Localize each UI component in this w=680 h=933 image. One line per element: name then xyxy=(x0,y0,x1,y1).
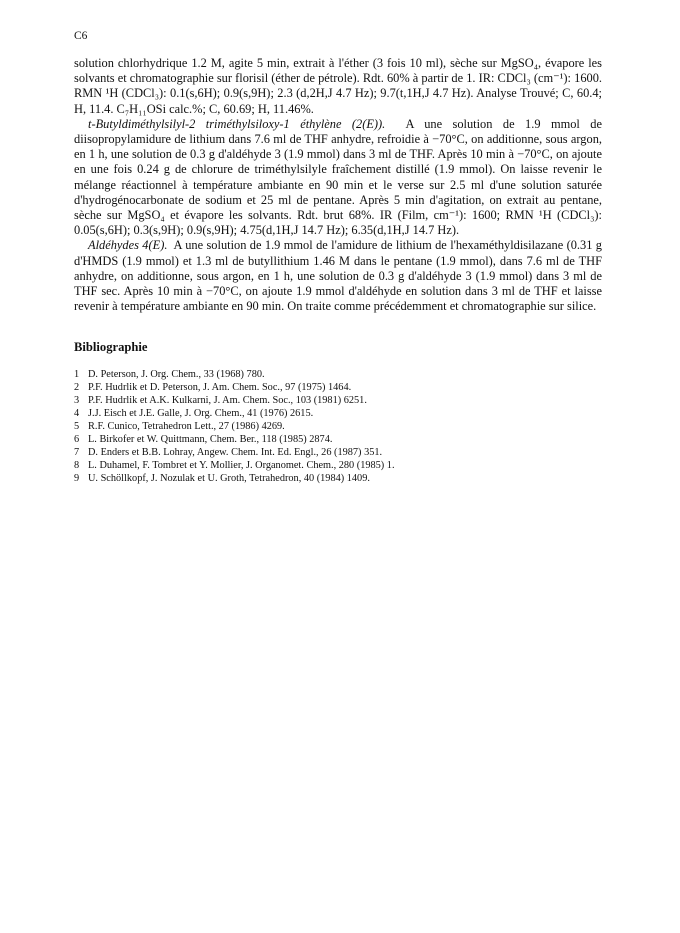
reference-item xyxy=(74,395,602,408)
reference-number: 8 xyxy=(74,459,80,471)
reference-item xyxy=(74,369,602,382)
reference-number: 2 xyxy=(74,382,80,394)
reference-number: 5 xyxy=(74,421,80,433)
reference-item xyxy=(74,382,602,395)
reference-item xyxy=(74,473,602,486)
paragraph-text: A une solution de 1.9 mmol de diisopropylamidure de lithium dans 7.6 ml de THF anhydre, refroidie à −70°C, on additionne, sous argon, en 1 h, une solution de 0.3 g d'aldéhyde 3 (1.9 mmol) dans 3 ml de THF. Après 10 min à −70°C, on ajoute en une fois 0.24 g de chlorure de triméthylsilyle fraîchement distillé (1.9 mmol). On laisse revenir le mélange réactionnel à température ambiante en 90 min et le verse sur 2.5 ml d'une solution saturée d'hydrogénocarbonate de sodium et 25 ml de pentane. Après 5 min d'agitation, on extrait au pentane, sèche sur MgSO₄ et évapore les solvants. Rdt. brut 68%. IR (Film, cm⁻¹): 1600; RMN ¹H (CDCl₃): 0.05(s,6H); 0.3(s,9H); 0.9(s,9H); 4.75(d,1H,J 14.7 Hz); 6.35(d,1H,J 14.7 Hz). xyxy=(74,116,603,238)
paragraph-heading: Aldéhydes 4(E). xyxy=(88,238,168,253)
page xyxy=(74,30,602,486)
reference-number: 3 xyxy=(74,395,80,407)
reference-text: D. Enders et B.B. Lohray, Angew. Chem. Int. Ed. Engl., 26 (1987) 351. xyxy=(88,446,383,458)
reference-list xyxy=(74,369,602,485)
body-text xyxy=(74,56,602,314)
reference-item xyxy=(74,460,602,473)
reference-item xyxy=(74,447,602,460)
reference-text: L. Duhamel, F. Tombret et Y. Mollier, J. Organomet. Chem., 280 (1985) 1. xyxy=(88,459,395,471)
bibliography-title: Bibliographie xyxy=(74,340,148,355)
paragraph xyxy=(74,238,602,314)
reference-text: U. Schöllkopf, J. Nozulak et U. Groth, Tetrahedron, 40 (1984) 1409. xyxy=(88,472,370,484)
reference-number: 6 xyxy=(74,433,80,445)
paragraph xyxy=(74,56,602,117)
reference-text: R.F. Cunico, Tetrahedron Lett., 27 (1986) 4269. xyxy=(88,421,285,433)
reference-item xyxy=(74,434,602,447)
page-number: C6 xyxy=(74,30,88,42)
paragraph-text: A une solution de 1.9 mmol de l'amidure de lithium de l'hexaméthyldisilazane (0.31 g d'HMDS (1.9 mmol) et 1.3 ml de butyllithium 1.46 M dans le pentane (1.9 mmol), dans 7.6 ml de THF anhydre, on additionne, sous argon, en 1 h, une solution de 0.3 g d'aldéhyde 3 (1.9 mmol) dans 3 ml de THF sec. Après 10 min à −70°C, on ajoute 1.9 mmol d'aldéhyde en solution dans 3 ml de THF et laisse revenir à température ambiante en 90 min. On traite comme précédemment et chromatographie sur silice. xyxy=(74,238,602,314)
reference-item xyxy=(74,408,602,421)
reference-number: 1 xyxy=(74,369,80,381)
reference-text: P.F. Hudrlik et A.K. Kulkarni, J. Am. Chem. Soc., 103 (1981) 6251. xyxy=(88,395,367,407)
reference-text: D. Peterson, J. Org. Chem., 33 (1968) 780. xyxy=(88,369,265,381)
reference-number: 9 xyxy=(74,472,80,484)
paragraph xyxy=(74,117,602,239)
reference-text: P.F. Hudrlik et D. Peterson, J. Am. Chem. Soc., 97 (1975) 1464. xyxy=(88,382,352,394)
reference-item xyxy=(74,421,602,434)
reference-number: 4 xyxy=(74,408,80,420)
reference-text: L. Birkofer et W. Quittmann, Chem. Ber., 118 (1985) 2874. xyxy=(88,433,333,445)
paragraph-text: solution chlorhydrique 1.2 M, agite 5 min, extrait à l'éther (3 fois 10 ml), sèche sur MgSO₄, évapore les solvants et chromatographie sur florisil (éther de pétrole). Rdt. 60% à partir de 1. IR: CDCl₃ (cm⁻¹): 1600. RMN ¹H (CDCl₃): 0.1(s,6H); 0.9(s,9H); 2.3 (d,2H,J 4.7 Hz); 9.7(t,1H,J 4.7 Hz). Analyse Trouvé; C, 60.4; H, 11.4. C₇H₁₁OSi calc.%; C, 60.69; H, 11.46%. xyxy=(74,56,602,116)
reference-text: J.J. Eisch et J.E. Galle, J. Org. Chem., 41 (1976) 2615. xyxy=(88,408,314,420)
reference-number: 7 xyxy=(74,446,80,458)
paragraph-heading: t-Butyldiméthylsilyl-2 triméthylsiloxy-1 éthylène (2(E)). xyxy=(88,116,386,131)
